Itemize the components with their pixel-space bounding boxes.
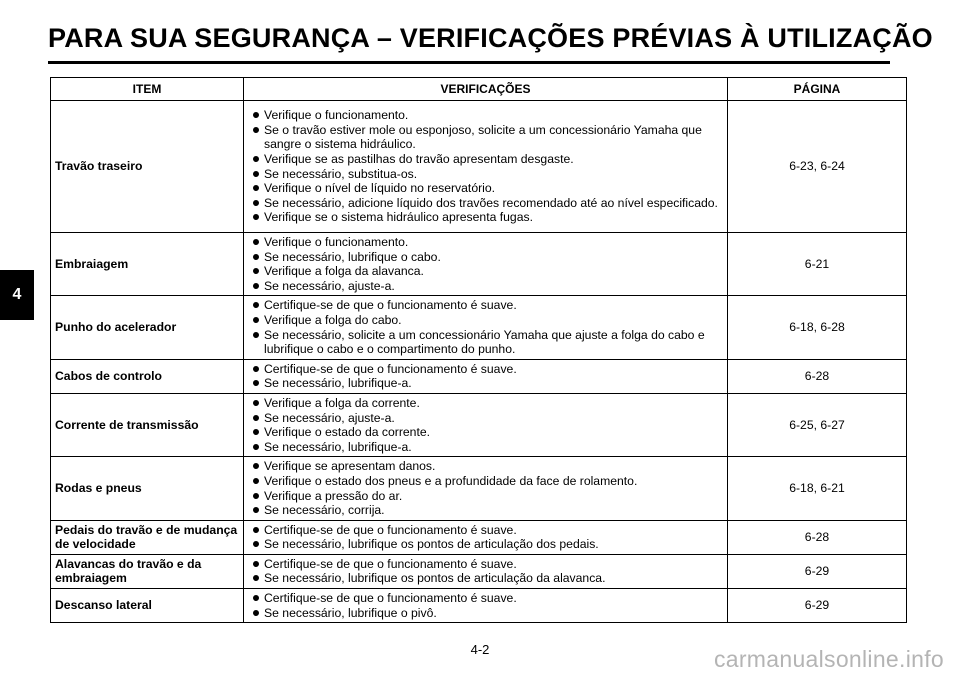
check-item: Certifique-se de que o funcionamento é suave. — [248, 362, 723, 377]
table-row — [51, 554, 907, 588]
checks-cell — [244, 554, 728, 588]
page-cell: 6-29 — [728, 554, 907, 588]
item-cell: Rodas e pneus — [51, 457, 244, 520]
check-item: Se necessário, lubrifique os pontos de articulação da alavanca. — [248, 571, 723, 586]
item-cell: Embraiagem — [51, 233, 244, 296]
item-cell: Travão traseiro — [51, 101, 244, 233]
check-item: Verifique a folga do cabo. — [248, 313, 723, 328]
checks-list — [248, 459, 723, 517]
check-item: Se necessário, solicite a um concessionário Yamaha que ajuste a folga do cabo e lubrifique o cabo e o compartimento do punho. — [248, 328, 723, 357]
checks-list — [248, 362, 723, 391]
table-row — [51, 101, 907, 233]
page-cell: 6-29 — [728, 589, 907, 623]
checks-list — [248, 235, 723, 293]
item-cell: Corrente de transmissão — [51, 393, 244, 456]
table-row — [51, 233, 907, 296]
header-item: ITEM — [51, 78, 244, 101]
page-cell: 6-28 — [728, 520, 907, 554]
check-item: Verifique o funcionamento. — [248, 235, 723, 250]
checks-list — [248, 298, 723, 356]
check-item: Certifique-se de que o funcionamento é suave. — [248, 298, 723, 313]
checks-cell — [244, 457, 728, 520]
checks-list — [248, 591, 723, 620]
check-item: Se necessário, lubrifique-a. — [248, 440, 723, 455]
item-cell: Cabos de controlo — [51, 359, 244, 393]
check-item: Se necessário, ajuste-a. — [248, 279, 723, 294]
check-item: Verifique a folga da alavanca. — [248, 264, 723, 279]
page-number: 4-2 — [470, 642, 490, 657]
check-item: Verifique a pressão do ar. — [248, 489, 723, 504]
watermark: carmanualsonline.info — [713, 646, 944, 672]
check-item: Verifique o nível de líquido no reservatório. — [248, 181, 723, 196]
page-cell: 6-18, 6-28 — [728, 296, 907, 359]
check-item: Verifique o estado da corrente. — [248, 425, 723, 440]
check-item: Verifique a folga da corrente. — [248, 396, 723, 411]
checks-cell — [244, 359, 728, 393]
checks-cell — [244, 233, 728, 296]
pre-operation-checks-table — [50, 77, 907, 623]
page-cell: 6-21 — [728, 233, 907, 296]
item-cell: Alavancas do travão e da embraiagem — [51, 554, 244, 588]
page-cell: 6-18, 6-21 — [728, 457, 907, 520]
checks-cell — [244, 393, 728, 456]
page-title: PARA SUA SEGURANÇA – VERIFICAÇÕES PRÉVIAS À UTILIZAÇÃO — [48, 23, 933, 53]
checks-list — [248, 557, 723, 586]
check-item: Verifique se apresentam danos. — [248, 459, 723, 474]
table-row — [51, 520, 907, 554]
checks-cell — [244, 296, 728, 359]
check-item: Se necessário, ajuste-a. — [248, 411, 723, 426]
checks-list — [248, 108, 723, 225]
page-cell: 6-23, 6-24 — [728, 101, 907, 233]
check-item: Certifique-se de que o funcionamento é suave. — [248, 523, 723, 538]
check-item: Verifique o estado dos pneus e a profundidade da face de rolamento. — [248, 474, 723, 489]
item-cell: Punho do acelerador — [51, 296, 244, 359]
checks-cell — [244, 101, 728, 233]
check-item: Certifique-se de que o funcionamento é suave. — [248, 591, 723, 606]
item-cell: Pedais do travão e de mudança de velocidade — [51, 520, 244, 554]
check-item: Verifique o funcionamento. — [248, 108, 723, 123]
title-underline — [48, 61, 890, 64]
page-cell: 6-25, 6-27 — [728, 393, 907, 456]
header-page: PÁGINA — [728, 78, 907, 101]
checks-list — [248, 396, 723, 454]
chapter-tab: 4 — [0, 270, 34, 320]
checks-list — [248, 523, 723, 552]
table-row — [51, 296, 907, 359]
check-item: Se necessário, lubrifique o cabo. — [248, 250, 723, 265]
item-cell: Descanso lateral — [51, 589, 244, 623]
check-item: Se o travão estiver mole ou esponjoso, solicite a um concessionário Yamaha que sangre o sistema hidráulico. — [248, 123, 723, 152]
check-item: Verifique se o sistema hidráulico apresenta fugas. — [248, 210, 723, 225]
table-header-row — [51, 78, 907, 101]
check-item: Se necessário, substitua-os. — [248, 167, 723, 182]
check-item: Se necessário, lubrifique o pivô. — [248, 606, 723, 621]
check-item: Se necessário, lubrifique os pontos de articulação dos pedais. — [248, 537, 723, 552]
table-row — [51, 589, 907, 623]
table-row — [51, 393, 907, 456]
header-checks: VERIFICAÇÕES — [244, 78, 728, 101]
table-row — [51, 359, 907, 393]
check-item: Certifique-se de que o funcionamento é suave. — [248, 557, 723, 572]
checks-cell — [244, 520, 728, 554]
check-item: Se necessário, lubrifique-a. — [248, 376, 723, 391]
checks-cell — [244, 589, 728, 623]
check-item: Se necessário, adicione líquido dos travões recomendado até ao nível especificado. — [248, 196, 723, 211]
table-row — [51, 457, 907, 520]
page-cell: 6-28 — [728, 359, 907, 393]
check-item: Se necessário, corrija. — [248, 503, 723, 518]
check-item: Verifique se as pastilhas do travão apresentam desgaste. — [248, 152, 723, 167]
